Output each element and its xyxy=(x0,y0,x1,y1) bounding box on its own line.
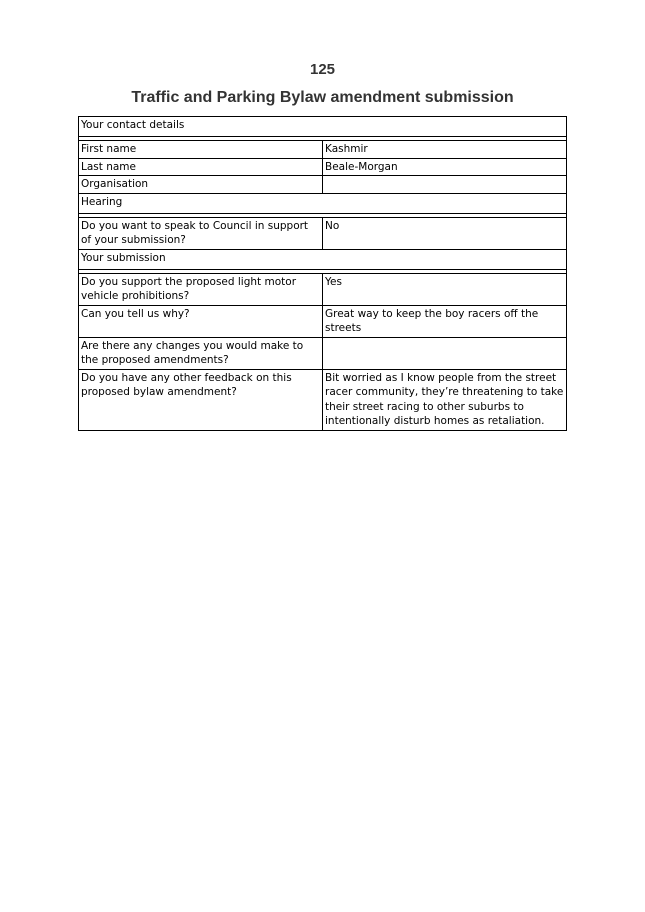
section-title-submission: Your submission xyxy=(79,249,567,269)
table-row xyxy=(79,158,567,176)
table-row xyxy=(79,217,567,249)
submission-form-table xyxy=(78,116,567,431)
why-value: Great way to keep the boy racers off the streets xyxy=(323,305,567,337)
page-number: 125 xyxy=(309,61,336,78)
last-name-value: Beale-Morgan xyxy=(323,158,567,176)
first-name-value: Kashmir xyxy=(323,141,567,159)
table-row xyxy=(79,176,567,194)
table-row xyxy=(79,369,567,430)
changes-value xyxy=(323,337,567,369)
why-label: Can you tell us why? xyxy=(79,305,323,337)
section-title-hearing: Hearing xyxy=(79,193,567,213)
section-title-contact: Your contact details xyxy=(79,117,567,137)
table-row xyxy=(79,305,567,337)
document-title: Traffic and Parking Bylaw amendment submission xyxy=(131,89,514,106)
section-row-submission xyxy=(79,249,567,269)
table-row xyxy=(79,273,567,305)
section-row-hearing xyxy=(79,193,567,213)
organisation-value xyxy=(323,176,567,194)
other-feedback-label: Do you have any other feedback on this proposed bylaw amendment? xyxy=(79,369,323,430)
support-prohibitions-value: Yes xyxy=(323,273,567,305)
speak-to-council-label: Do you want to speak to Council in support of your submission? xyxy=(79,217,323,249)
other-feedback-value: Bit worried as I know people from the street racer community, they’re threatening to take their street racing to other suburbs to intentionally disturb homes as retaliation. xyxy=(323,369,567,430)
changes-label: Are there any changes you would make to the proposed amendments? xyxy=(79,337,323,369)
first-name-label: First name xyxy=(79,141,323,159)
section-row-contact xyxy=(79,117,567,137)
speak-to-council-value: No xyxy=(323,217,567,249)
table-row xyxy=(79,337,567,369)
support-prohibitions-label: Do you support the proposed light motor vehicle prohibitions? xyxy=(79,273,323,305)
table-row xyxy=(79,141,567,159)
last-name-label: Last name xyxy=(79,158,323,176)
organisation-label: Organisation xyxy=(79,176,323,194)
